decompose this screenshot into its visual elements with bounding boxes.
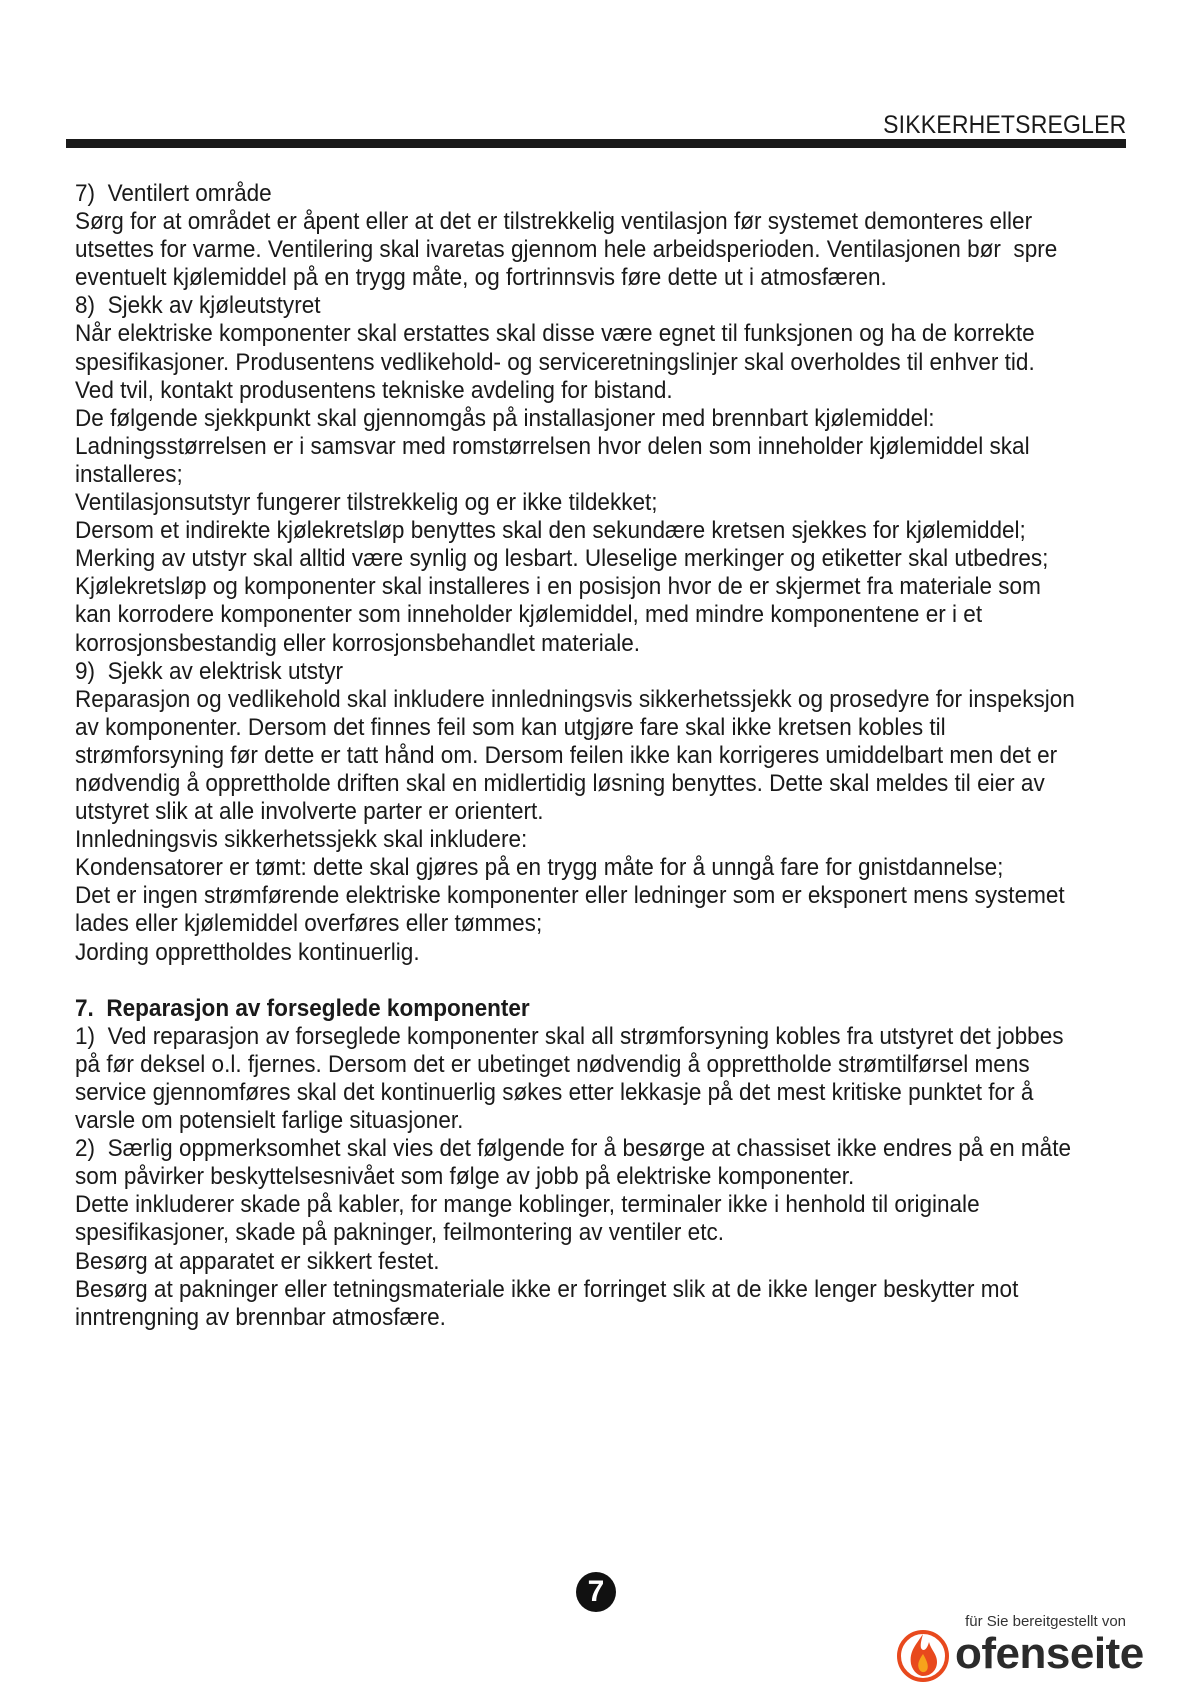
text-line: Ladningsstørrelsen er i samsvar med romstørrelsen hvor delen som inneholder kjølemiddel skal bbox=[75, 432, 1030, 460]
text-line: 2) Særlig oppmerksomhet skal vies det følgende for å besørge at chassiset ikke endres på en måte bbox=[75, 1135, 1072, 1163]
text-line: spesifikasjoner. Produsentens vedlikehold- og serviceretningslinjer skal overholdes til enhver tid. bbox=[75, 348, 1035, 376]
text-line: nødvendig å opprettholde driften skal en midlertidig løsning benyttes. Dette skal meldes til eier av bbox=[75, 769, 1045, 797]
text-line: Dersom et indirekte kjølekretsløp benyttes skal den sekundære kretsen sjekkes for kjølemiddel; bbox=[75, 517, 1026, 545]
text-line: Besørg at apparatet er sikkert festet. bbox=[75, 1247, 440, 1275]
text-line: Ventilasjonsutstyr fungerer tilstrekkelig og er ikke tildekket; bbox=[75, 489, 658, 517]
text-line: Det er ingen strømførende elektriske komponenter eller ledninger som er eksponert mens systemet bbox=[75, 882, 1065, 910]
text-line: Sørg for at området er åpent eller at det er tilstrekkelig ventilasjon før systemet demonteres eller bbox=[75, 208, 1033, 236]
text-line: Dette inkluderer skade på kabler, for mange koblinger, terminaler ikke i henhold til originale bbox=[75, 1191, 980, 1219]
page-number: 7 bbox=[576, 1572, 616, 1612]
text-line: på før deksel o.l. fjernes. Dersom det er ubetinget nødvendig å opprettholde strømtilførsel mens bbox=[75, 1050, 1030, 1078]
text-line: Reparasjon og vedlikehold skal inkludere innledningsvis sikkerhetssjekk og prosedyre for inspeksjon bbox=[75, 685, 1075, 713]
text-line: inntrengning av brennbar atmosfære. bbox=[75, 1303, 446, 1331]
text-line: installeres; bbox=[75, 460, 183, 488]
text-line: Ved tvil, kontakt produsentens tekniske avdeling for bistand. bbox=[75, 376, 673, 404]
text-line: av komponenter. Dersom det finnes feil som kan utgjøre fare skal ikke kretsen kobles til bbox=[75, 713, 946, 741]
text-line: Merking av utstyr skal alltid være synlig og lesbart. Uleselige merkinger og etiketter skal utbedres; bbox=[75, 545, 1049, 573]
text-line: Besørg at pakninger eller tetningsmateriale ikke er forringet slik at de ikke lenger beskytter mot bbox=[75, 1275, 1019, 1303]
text-line: Jording opprettholdes kontinuerlig. bbox=[75, 938, 420, 966]
brand-name: ofenseite bbox=[955, 1629, 1144, 1678]
text-line: 8) Sjekk av kjøleutstyret bbox=[75, 292, 321, 320]
text-line: kan korrodere komponenter som inneholder kjølemiddel, med mindre komponentene er i et bbox=[75, 601, 983, 629]
text-line: korrosjonsbestandig eller korrosjonsbehandlet materiale. bbox=[75, 629, 641, 657]
provider-note: für Sie bereitgestellt von bbox=[965, 1613, 1126, 1630]
header-divider bbox=[66, 139, 1126, 148]
text-line: lades eller kjølemiddel overføres eller tømmes; bbox=[75, 910, 543, 938]
text-line: utstyret slik at alle involverte parter er orientert. bbox=[75, 798, 544, 826]
text-line: 1) Ved reparasjon av forseglede komponenter skal all strømforsyning kobles fra utstyret det jobbes bbox=[75, 1022, 1064, 1050]
text-line: Kjølekretsløp og komponenter skal installeres i en posisjon hvor de er skjermet fra materiale som bbox=[75, 573, 1041, 601]
text-line: eventuelt kjølemiddel på en trygg måte, og fortrinnsvis føre dette ut i atmosfæren. bbox=[75, 264, 887, 292]
brand-logo[interactable] bbox=[895, 1628, 1144, 1680]
text-line: Innledningsvis sikkerhetssjekk skal inkludere: bbox=[75, 826, 528, 854]
text-line: spesifikasjoner, skade på pakninger, feilmontering av ventiler etc. bbox=[75, 1219, 725, 1247]
text-line: Når elektriske komponenter skal erstattes skal disse være egnet til funksjonen og ha de korrekte bbox=[75, 320, 1035, 348]
text-line: 7) Ventilert område bbox=[75, 180, 272, 207]
text-line: De følgende sjekkpunkt skal gjennomgås på installasjoner med brennbart kjølemiddel: bbox=[75, 404, 935, 432]
text-line: varsle om potensielt farlige situasjoner. bbox=[75, 1107, 464, 1135]
document-body bbox=[75, 180, 1133, 1332]
text-line: som påvirker beskyttelsesnivået som følge av jobb på elektriske komponenter. bbox=[75, 1163, 855, 1191]
section-title: SIKKERHETSREGLER bbox=[882, 111, 1126, 139]
blank-line bbox=[75, 967, 1133, 995]
text-line: Kondensatorer er tømt: dette skal gjøres på en trygg måte for å unngå fare for gnistdannelse; bbox=[75, 854, 1004, 882]
section-heading: 7. Reparasjon av forseglede komponenter bbox=[75, 994, 530, 1022]
text-line: 9) Sjekk av elektrisk utstyr bbox=[75, 657, 344, 685]
text-line: utsettes for varme. Ventilering skal ivaretas gjennom hele arbeidsperioden. Ventilasjonen bør spre bbox=[75, 236, 1058, 264]
text-line: service gjennomføres skal det kontinuerlig søkes etter lekkasje på det mest kritiske punktet for å bbox=[75, 1079, 1034, 1106]
flame-icon bbox=[895, 1626, 951, 1682]
text-line: strømforsyning før dette er tatt hånd om. Dersom feilen ikke kan korrigeres umiddelbart men det er bbox=[75, 741, 1058, 769]
